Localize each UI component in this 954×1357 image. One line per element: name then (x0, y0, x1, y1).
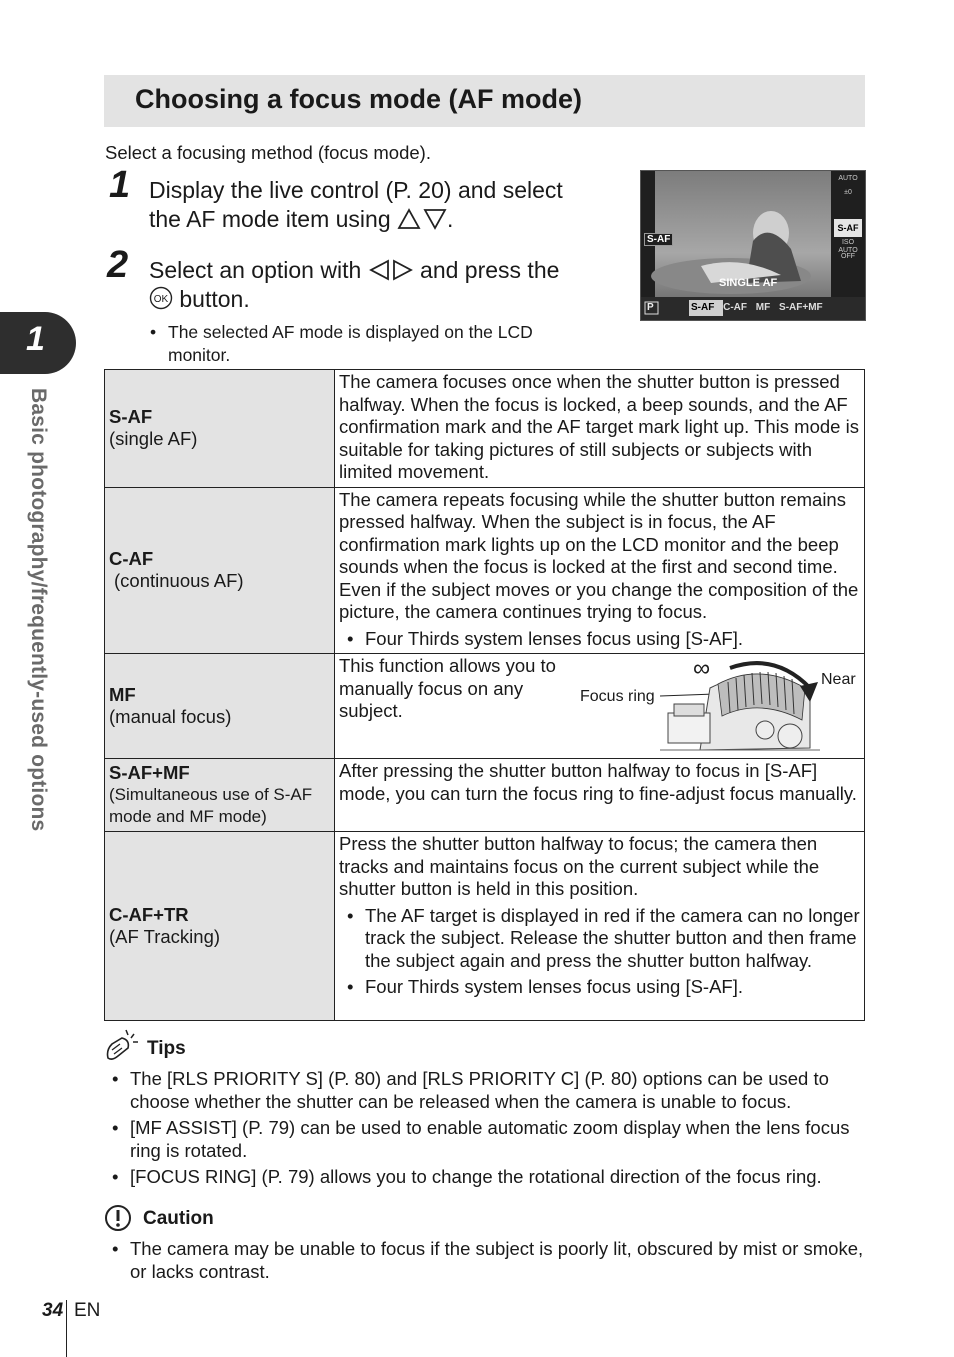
tip-text: [MF ASSIST] (P. 79) can be used to enable automatic zoom display when the lens focus ring is rotated. (130, 1117, 850, 1161)
mode-name: C-AF+TR (109, 903, 189, 925)
mode-name: S-AF (109, 405, 153, 427)
ok-button-icon (149, 286, 173, 310)
mode-name: C-AF (109, 547, 154, 569)
page-number: 34 (42, 1300, 64, 1321)
step-2-number: 2 (107, 244, 129, 286)
tips-icon (104, 1028, 140, 1062)
camera-icon-2 (834, 203, 862, 217)
mode-subtitle: (AF Tracking) (109, 926, 221, 947)
table-row (105, 832, 865, 1021)
camera-icon-5: OFF (841, 253, 855, 260)
description-cell (335, 654, 865, 759)
infinity-label: ∞ (693, 655, 711, 682)
step-1-text (149, 176, 563, 234)
mode-subtitle: (Simultaneous use of S-AF mode and MF mode) (109, 785, 313, 827)
camera-option-safmf: S-AF+MF (779, 302, 823, 313)
description-cell (335, 832, 865, 1021)
description-cell (335, 487, 865, 654)
mode-description: The camera focuses once when the shutter button is pressed halfway. When the focus is locked, a beep sounds, and the AF confirmation mark and the AF target mark light up. This mode is suitable for taking pictures of still subjects or subjects with limited movement. (339, 371, 859, 482)
caution-text: The camera may be unable to focus if the subject is poorly lit, obscured by mist or smoke, or lacks contrast. (130, 1238, 864, 1282)
intro-text: Select a focusing method (focus mode). (105, 142, 431, 163)
step-2-line2 (149, 285, 559, 314)
bullet-dot: • (112, 1068, 119, 1089)
footer-divider (66, 1300, 67, 1357)
page-title: Choosing a focus mode (AF mode) (135, 84, 583, 114)
mode-description: The camera repeats focusing while the shutter button remains pressed halfway. When the subject is in focus, the AF confirmation mark lights up on the LCD monitor and the beep sounds when the focus is locked at the first and second time. Even if the subject moves or you change the composition of the picture, the camera continues trying to focus. (339, 488, 859, 622)
table-row (105, 654, 865, 759)
chapter-number: 1 (26, 320, 45, 358)
caution-heading: Caution (143, 1208, 214, 1229)
camera-side-label: S-AF (644, 233, 673, 246)
camera-icon-1: ±0 (844, 189, 852, 196)
focus-ring-label: Focus ring (580, 688, 655, 705)
left-right-arrows-icon (368, 259, 414, 281)
caution-item (112, 1237, 872, 1283)
step-2-line1-text: Select an option with (149, 257, 362, 283)
camera-option-caf: C-AF (723, 302, 748, 313)
mode-cell (105, 832, 335, 1021)
step-bullet (150, 321, 578, 367)
step-bullet-text: The selected AF mode is displayed on the LCD monitor. (168, 322, 533, 365)
mode-bullet (339, 905, 860, 973)
focus-ring-diagram (660, 655, 820, 754)
camera-icon-3: S-AF (834, 219, 862, 237)
mode-subtitle: (manual focus) (109, 706, 232, 727)
camera-icon-0: AUTO (838, 175, 858, 182)
description-cell (335, 759, 865, 832)
camera-option-saf: S-AF (691, 302, 715, 313)
description-cell (335, 370, 865, 488)
bullet-dot: • (347, 627, 354, 649)
bullet-dot: • (347, 976, 354, 997)
table-row (105, 759, 865, 832)
mode-bullet-text: Four Thirds system lenses focus using [S-AF]. (365, 627, 744, 649)
mode-cell (105, 487, 335, 654)
mode-description: This function allows you to manually focus on any subject. (339, 655, 556, 721)
camera-icon-4: ISO AUTO (838, 239, 858, 254)
step-2-line2-text: button. (179, 286, 250, 312)
tips-heading: Tips (147, 1038, 186, 1059)
camera-af-options (691, 302, 823, 313)
mode-description: After pressing the shutter button halfway to focus in [S-AF] mode, you can turn the focus ring to fine-adjust focus manually. (339, 760, 857, 804)
step-1-line2 (149, 205, 563, 234)
tip-item (112, 1116, 872, 1162)
mode-bullet-text: The AF target is displayed in red if the camera can no longer track the subject. Release the shutter button and then frame the subject again and press the shutter button halfway. (365, 904, 860, 971)
bullet-dot: • (112, 1166, 119, 1187)
bullet-dot: • (150, 322, 157, 342)
camera-shooting-mode: P (647, 302, 654, 313)
tip-text: The [RLS PRIORITY S] (P. 80) and [RLS PRIORITY C] (P. 80) options can be used to choose whether the shutter can be released when the camera is unable to focus. (130, 1068, 829, 1112)
camera-lcd-screenshot (640, 170, 866, 321)
chapter-title: Basic photography/frequently-used options (27, 388, 50, 832)
mode-description: Press the shutter button halfway to focus; the camera then tracks and maintains focus on the current subject while the shutter button is held in this position. (339, 833, 820, 899)
step-1-number: 1 (109, 164, 131, 206)
mode-cell (105, 370, 335, 488)
mode-subtitle: (continuous AF) (114, 570, 244, 592)
mode-name: MF (109, 683, 136, 705)
mode-name: S-AF+MF (109, 761, 190, 783)
step-1-line2-end: . (447, 206, 454, 232)
mode-bullet-text: Four Thirds system lenses focus using [S-AF]. (365, 976, 744, 997)
mode-subtitle: (single AF) (109, 428, 198, 450)
step-2-line1 (149, 256, 559, 285)
step-1-line2-text: the AF mode item using (149, 206, 391, 232)
af-mode-table (104, 369, 865, 1021)
camera-right-icons (834, 175, 862, 267)
page-language: EN (74, 1300, 101, 1321)
ok-button-label: OK (153, 294, 169, 305)
mode-cell (105, 654, 335, 759)
bullet-dot: • (112, 1117, 119, 1138)
bullet-dot: • (112, 1238, 119, 1259)
tip-item (112, 1067, 872, 1113)
near-label: Near (821, 671, 856, 688)
bullet-dot: • (347, 904, 354, 926)
mode-bullet (339, 628, 860, 651)
mode-cell (105, 759, 335, 832)
camera-mode-label: SINGLE AF (719, 277, 778, 289)
caution-icon (104, 1204, 132, 1232)
table-row (105, 487, 865, 654)
mode-bullet (339, 976, 860, 999)
step-2-line1-end: and press the (420, 257, 560, 283)
camera-option-mf: MF (755, 302, 771, 313)
up-down-arrows-icon (397, 208, 447, 230)
step-1-line1: Display the live control (P. 20) and select (149, 177, 563, 203)
table-row (105, 370, 865, 488)
camera-photo (641, 171, 865, 320)
step-2-text (149, 256, 559, 314)
tip-item (112, 1165, 872, 1188)
tip-text: [FOCUS RING] (P. 79) allows you to change the rotational direction of the focus ring. (130, 1166, 822, 1187)
